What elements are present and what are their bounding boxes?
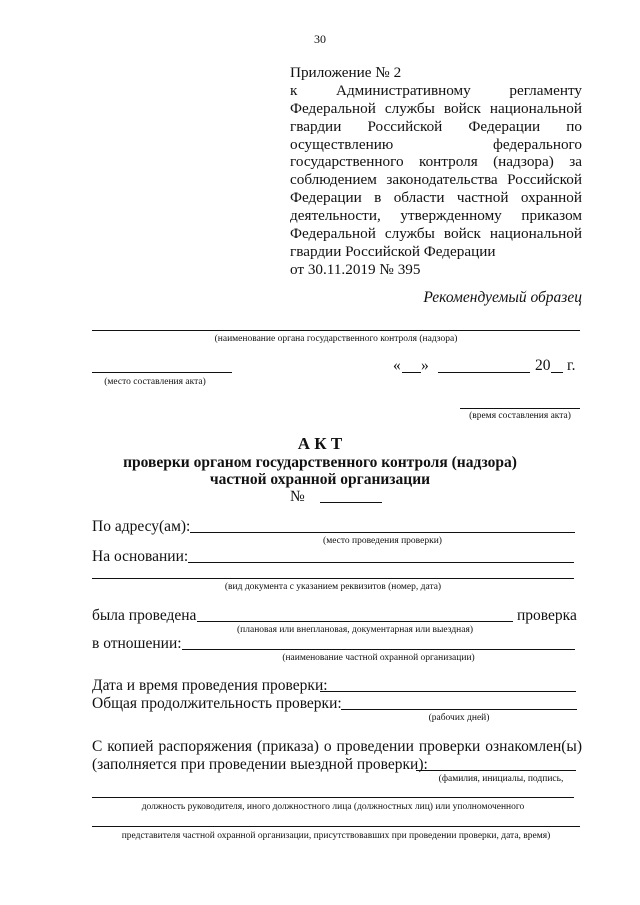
copy-caption-2: должность руководителя, иного должностного лица (должностных лиц) или уполномоченного — [141, 802, 525, 812]
appendix-line: Федерации в области частной охранной — [290, 189, 582, 207]
basis-caption: (вид документа с указанием реквизитов (номер, дата) — [224, 582, 442, 592]
year-prefix: 20 — [535, 357, 551, 374]
year-suffix: г. — [567, 357, 576, 374]
copy-caption-1: (фамилия, инициалы, подпись, — [438, 774, 564, 784]
check-type-caption: (плановая или внеплановая, документарная или выездная) — [236, 625, 473, 635]
datetime-line[interactable] — [320, 691, 576, 692]
conducted-suffix: проверка — [517, 607, 577, 624]
appendix-line: гвардии Российской Федерации по — [290, 117, 582, 135]
duration-line[interactable] — [341, 709, 577, 710]
organ-name-caption: (наименование органа государственного контроля (надзора) — [214, 334, 458, 344]
organization-caption: (наименование частной охранной организации) — [282, 653, 475, 663]
address-caption: (место проведения проверки) — [323, 536, 442, 546]
basis-line-2[interactable] — [92, 578, 574, 579]
copy-line-4[interactable] — [92, 826, 580, 827]
conducted-label: была проведена — [92, 607, 197, 624]
appendix-line: Федеральной службы войск национальной — [290, 99, 582, 117]
address-line[interactable] — [190, 532, 575, 533]
copy-line-3[interactable] — [92, 797, 574, 798]
appendix-line: Федеральной службы войск национальной — [290, 225, 582, 243]
year-line[interactable] — [551, 372, 563, 373]
appendix-line: осуществлению федерального — [290, 135, 582, 153]
duration-caption: (рабочих дней) — [428, 713, 490, 723]
appendix-line: деятельности, утвержденному приказом — [290, 207, 582, 225]
appendix-block — [290, 64, 582, 279]
copy-line-1: С копией распоряжения (приказа) о проведении проверки ознакомлен(ы) — [92, 738, 582, 755]
duration-label: Общая продолжительность проверки: — [92, 695, 342, 712]
copy-signature-line[interactable] — [416, 770, 576, 771]
copy-line-2: (заполняется при проведении выездной проверки): — [92, 756, 428, 773]
date-close-quote: » — [421, 357, 429, 374]
appendix-line: государственного контроля (надзора) за — [290, 153, 582, 171]
date-open-quote: « — [393, 357, 401, 374]
recommended-sample-label: Рекомендуемый образец — [423, 289, 582, 306]
place-caption: (место составления акта) — [104, 377, 206, 387]
act-number-line[interactable] — [320, 502, 382, 503]
copy-caption-3: представителя частной охранной организации, присутствовавших при проведении проверки, дата, время) — [121, 831, 551, 841]
appendix-line: к Административному регламенту — [290, 81, 582, 99]
time-caption: (время составления акта) — [469, 411, 571, 421]
time-line[interactable] — [460, 408, 580, 409]
check-type-line[interactable] — [197, 621, 513, 622]
page-number: 30 — [314, 32, 326, 46]
act-subtitle-1: проверки органом государственного контроля (надзора) — [123, 454, 517, 471]
appendix-line: соблюдением законодательства Российской — [290, 171, 582, 189]
organization-line[interactable] — [182, 649, 575, 650]
appendix-line: гвардии Российской Федерации — [290, 242, 496, 260]
day-line[interactable] — [402, 372, 421, 373]
basis-line[interactable] — [188, 562, 574, 563]
act-title: А К Т — [297, 434, 343, 453]
regarding-label: в отношении: — [92, 635, 182, 652]
appendix-line: Приложение № 2 — [290, 64, 402, 81]
number-sign: № — [290, 488, 305, 505]
organ-name-line[interactable] — [92, 330, 580, 331]
place-line[interactable] — [92, 372, 232, 373]
basis-label: На основании: — [92, 548, 189, 565]
month-line[interactable] — [438, 372, 530, 373]
act-subtitle-2: частной охранной организации — [209, 471, 431, 488]
appendix-line: от 30.11.2019 № 395 — [290, 260, 421, 278]
address-label: По адресу(ам): — [92, 518, 191, 535]
datetime-label: Дата и время проведения проверки: — [92, 677, 328, 694]
